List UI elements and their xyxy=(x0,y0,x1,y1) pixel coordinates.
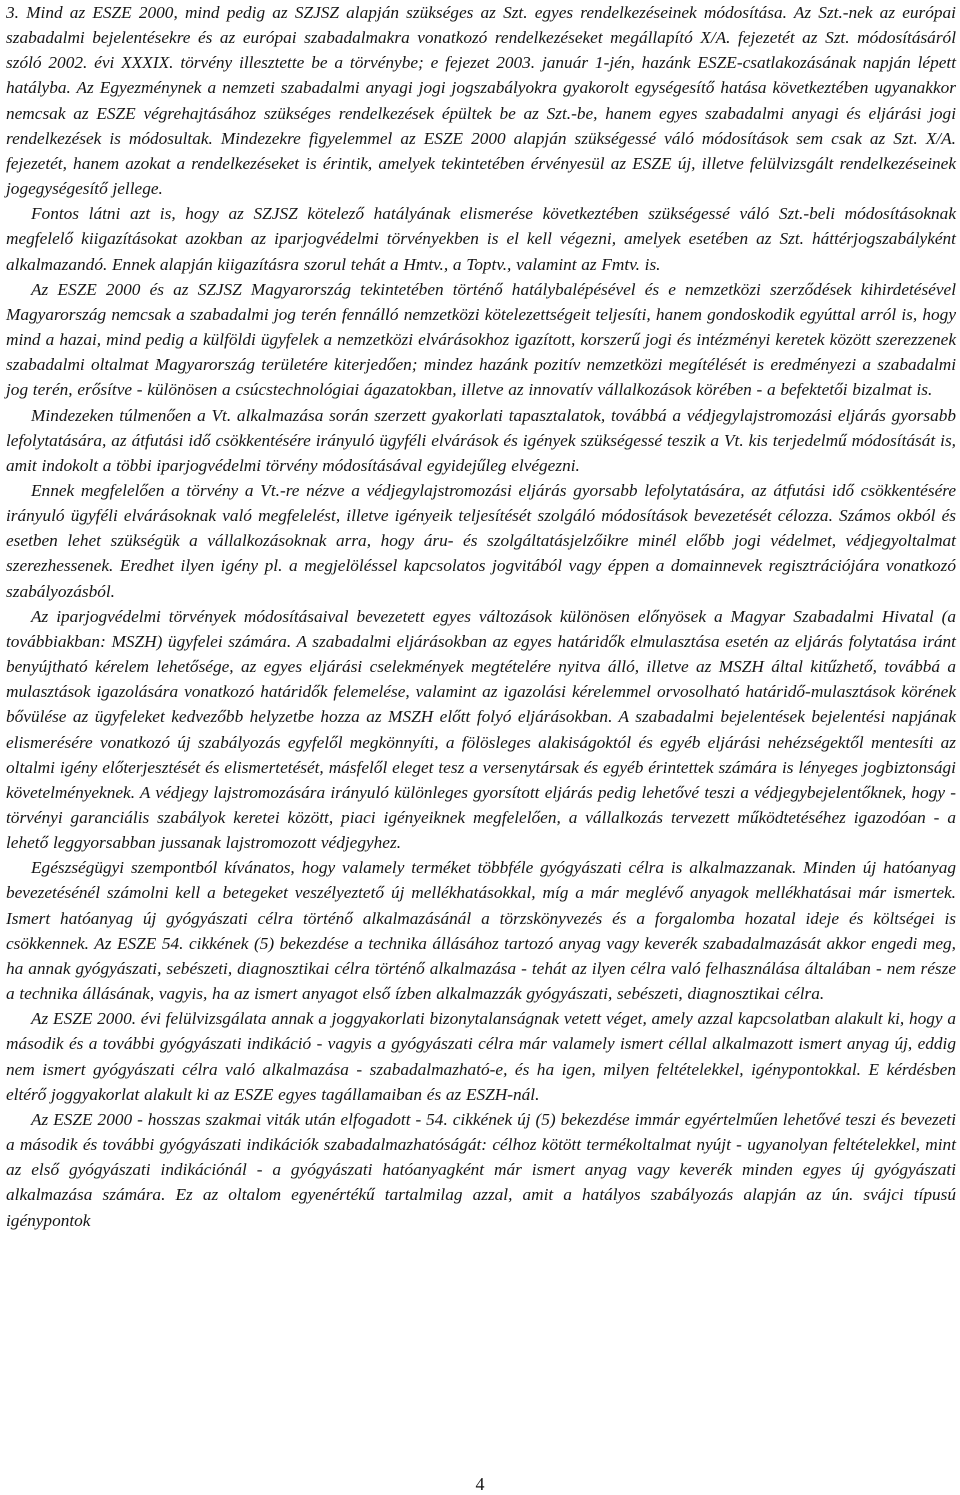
body-paragraph-3: Az ESZE 2000 és az SZJSZ Magyarország tekintetében történő hatálybalépésével és e nemzetközi szerződések kihirdetésével Magyarország nemcsak a szabadalmi jog terén fennálló nemzetközi kötelezettségeit teljesíti, hanem gondoskodik egyúttal arról is, hogy mind a hazai, mind pedig a külföldi ügyfelek a nemzetközi elvárásokhoz igazított, korszerű jogi és intézményi keretek között szerezzenek szabadalmi oltalmat Magyarország területére kiterjedően; mindez hazánk pozitív nemzetközi megítélését is eredményezi a szabadalmi jog terén, erősítve - különösen a csúcstechnológiai ágazatokban, illetve az innovatív vállalkozások körében - a befektetői bizalmat is. xyxy=(6,279,956,400)
body-paragraph-7: Egészségügyi szempontból kívánatos, hogy valamely terméket többféle gyógyászati célra is alkalmazzanak. Minden új hatóanyag bevezetésénél számolni kell a betegeket veszélyeztető új mellékhatásokkal, míg a már meglévő anyagok mellékhatásai már ismertek. Ismert hatóanyag új gyógyászati célra történő alkalmazásánál a törzskönyvezés és a forgalomba hozatal ideje és költségei is csökkennek. Az ESZE 54. cikkének (5) bekezdése a technika állásához tartozó anyag vagy keverék szabadalmazását akkor engedi meg, ha annak gyógyászati, sebészeti, diagnosztikai célra történő alkalmazása - tehát az ilyen célra való felhasználása általában - nem része a technika állásának, vagyis, ha az ismert anyagot első ízben alkalmazzák gyógyászati, sebészeti, diagnosztikai célra. xyxy=(6,858,956,1004)
document-page xyxy=(6,0,956,1233)
page-number: 4 xyxy=(475,1474,485,1494)
body-paragraph-6: Az iparjogvédelmi törvények módosításaival bevezetett egyes változások különösen előnyösek a Magyar Szabadalmi Hivatal (a továbbiakban: MSZH) ügyfelei számára. A szabadalmi eljárásokban az egyes határidők elmulasztása esetén az eljárás folytatása iránt benyújtható kérelem lehetősége, az egyes eljárási cselekmények megtételére nyitva álló, illetve az MSZH által kitűzhető, továbbá a mulasztások igazolására vonatkozó határidők felemelése, valamint az igazolási kérelemmel orvosolható határidő-mulasztások körének bővülése az ügyfeleket kedvezőbb helyzetbe hozza az MSZH előtt folyó eljárásokban. A szabadalmi bejelentések bejelentési napjának elismerésére vonatkozó új szabályozás egyfelől megkönnyíti, a fölösleges alakiságoktól és egyéb eljárási nehézségektől mentesíti az oltalmi igény előterjesztését és elismertetését, másfelől eleget tesz a versenytársak és egyéb érintettek számára is lényeges jogbiztonsági követelményeknek. A védjegy lajstromozására irányuló különleges gyorsított eljárás pedig lehetővé teszi a védjegybejelentőknek, hogy - törvényi garanciális szabályok keretei között, piaci igényeiknek megfelelően, a vállalkozás tervezett működtetéséhez igazodóan - a lehető leggyorsabban jussanak lajstromozott védjegyhez. xyxy=(6,606,956,853)
body-paragraph-8: Az ESZE 2000. évi felülvizsgálata annak a joggyakorlati bizonytalanságnak vetett véget, amely azzal kapcsolatban alakult ki, hogy a második és a további gyógyászati indikáció - vagyis a gyógyászati célra már valamely ismert céllal alkalmazott ismert anyag új, eddig nem ismert gyógyászati célra való alkalmazása - szabadalmazható-e, és ha igen, milyen feltételekkel, igénypontokkal. E kérdésben eltérő joggyakorlat alakult ki az ESZE egyes tagállamaiban és az ESZH-nál. xyxy=(6,1009,956,1104)
section-paragraph-3 xyxy=(6,0,956,201)
body-paragraph-9: Az ESZE 2000 - hosszas szakmai viták után elfogadott - 54. cikkének új (5) bekezdése immár egyértelműen lehetővé teszi és bevezeti a második és további gyógyászati indikációk szabadalmazhatóságát: célhoz kötött termékoltalmat nyújt - ugyanolyan feltételekkel, mint az első gyógyászati indikációnál - a gyógyászati hatóanyagként már ismert anyag vagy keverék minden egyes új gyógyászati alkalmazása számára. Ez az oltalom egyenértékű tartalmilag azzal, amit a hatályos szabályozás alapján az ún. svájci típusú igénypontok xyxy=(6,1109,956,1230)
section-heading-text: 3. Mind az ESZE 2000, mind pedig az SZJSZ alapján szükséges az Szt. egyes rendelkezéseinek módosítása. Az Szt.-nek az európai szabadalmi bejelentésekre és az európai szabadalmakra vonatkozó rendelkezéseket megállapító X/A. fejezetét az Szt. módosításáról szóló 2002. évi XXXIX. törvény illesztette be a törvénybe; e fejezet 2003. január 1-jén, hazánk ESZE-csatlakozásának napján lépett hatályba. xyxy=(6,3,956,98)
body-paragraph-2: Fontos látni azt is, hogy az SZJSZ kötelező hatályának elismerése következtében szükségessé váló Szt.-beli módosításoknak megfelelő kiigazításokat azokban az iparjogvédelmi törvényekben is el kell végezni, amelyek esetében az Szt. háttérjogszabályként alkalmazandó. Ennek alapján kiigazításra szorul tehát a Hmtv., a Toptv., valamint az Fmtv. is. xyxy=(6,204,956,274)
body-paragraph-4: Mindezeken túlmenően a Vt. alkalmazása során szerzett gyakorlati tapasztalatok, továbbá a védjegylajstromozási eljárás gyorsabb lefolytatására, az átfutási idő csökkentésére irányuló ügyféli elvárások és igények szükségessé teszik a Vt. kis terjedelmű módosítását is, amit indokolt a többi iparjogvédelmi törvény módosításával egyidejűleg elvégezni. xyxy=(6,405,956,475)
body-paragraph-1: Az Egyezménynek a nemzeti szabadalmi anyagi jogi jogszabályokra gyakorolt egységesítő hatása következtében ugyanakkor nemcsak az ESZE végrehajtásához szükséges rendelkezések épültek be az Szt.-be, hanem egyes szabadalmi anyagi és eljárási jogi rendelkezések is módosultak. Mindezekre figyelemmel az ESZE 2000 alapján szükségessé váló módosítások sem csak az Szt. X/A. fejezetét, hanem azokat a rendelkezéseket is érintik, amelyek tekintetében érvényesül az ESZE új, illetve felülvizsgált rendelkezéseinek jogegységesítő jellege. xyxy=(6,78,956,199)
body-paragraph-5: Ennek megfelelően a törvény a Vt.-re nézve a védjegylajstromozási eljárás gyorsabb lefolytatására, az átfutási idő csökkentésére irányuló ügyféli elvárásoknak való megfelelést, illetve igényeik teljesítését szolgáló módosítások bevezetését célozza. Számos okból és esetben lehet szükségük a vállalkozásoknak arra, hogy áru- és szolgáltatásjelzőikre minél előbb jogi védelmet, védjegyoltalmat szerezhessenek. Eredhet ilyen igény pl. a megjelöléssel kapcsolatos jogvitából vagy éppen a domainnevek regisztrációjára vonatkozó szabályozásból. xyxy=(6,480,956,601)
